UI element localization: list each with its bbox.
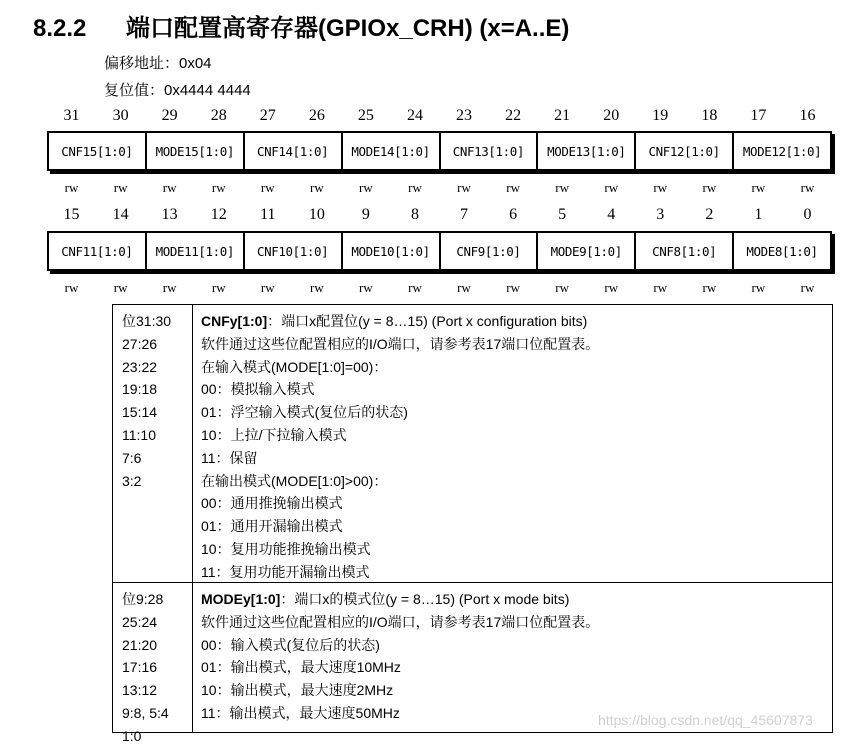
bit-number: 9 bbox=[361, 206, 370, 223]
description-line: 11：复用功能开漏输出模式 bbox=[201, 563, 370, 580]
bit-range: 21:20 bbox=[122, 636, 158, 653]
bit-range: 位31:30 bbox=[122, 313, 172, 329]
access-type: rw bbox=[751, 280, 766, 295]
bit-number: 18 bbox=[701, 107, 718, 124]
access-type: rw bbox=[260, 280, 275, 295]
description-line: 01：通用开漏输出模式 bbox=[201, 518, 343, 535]
access-type: rw bbox=[309, 180, 324, 195]
bit-range: 1:0 bbox=[122, 727, 142, 744]
access-type: rw bbox=[506, 180, 520, 195]
register-field: CNF15[1:0] bbox=[49, 133, 147, 169]
bit-range: 9:8, 5:4 bbox=[122, 704, 169, 721]
register-field: MODE13[1:0] bbox=[538, 133, 636, 169]
bit-description-table bbox=[112, 304, 833, 744]
bit-number: 6 bbox=[509, 206, 518, 223]
section-number: 8.2.2 bbox=[33, 15, 87, 42]
register-field: MODE9[1:0] bbox=[538, 233, 636, 269]
reset-value: 复位值：0x4444 4444 bbox=[104, 82, 251, 99]
bit-number: 27 bbox=[259, 107, 276, 124]
register-field: CNF9[1:0] bbox=[441, 233, 539, 269]
bit-range: 3:2 bbox=[122, 472, 142, 489]
section-title: 端口配置高寄存器(GPIOx_CRH) (x=A..E) bbox=[126, 15, 570, 42]
register-field: MODE11[1:0] bbox=[147, 233, 245, 269]
access-type: rw bbox=[309, 280, 324, 295]
bit-range: 位9:28 bbox=[122, 591, 164, 607]
access-type: rw bbox=[359, 180, 373, 195]
lower-bit-numbers bbox=[47, 206, 832, 224]
mode-summary-line bbox=[201, 588, 832, 611]
description-line: 01：输出模式，最大速度10MHz bbox=[201, 659, 401, 676]
upper-access-row bbox=[47, 180, 832, 196]
access-type: rw bbox=[113, 280, 128, 295]
offset-address: 偏移地址：0x04 bbox=[104, 55, 212, 72]
bit-number: 5 bbox=[558, 206, 567, 223]
access-type: rw bbox=[408, 180, 422, 195]
description-line: 软件通过这些位配置相应的I/O端口，请参考表17端口位配置表。 bbox=[201, 613, 600, 630]
access-type: rw bbox=[751, 180, 766, 195]
description-line: 10：输出模式，最大速度2MHz bbox=[201, 682, 394, 699]
register-field: CNF14[1:0] bbox=[245, 133, 343, 169]
lower-access-row bbox=[47, 280, 832, 296]
access-type: rw bbox=[260, 180, 275, 195]
description-line: 00：模拟输入模式 bbox=[201, 381, 315, 398]
cnf-bit-positions bbox=[113, 305, 193, 582]
cnf-summary-line bbox=[201, 310, 832, 333]
bit-range: 7:6 bbox=[122, 449, 142, 466]
register-lower-fields bbox=[47, 231, 832, 271]
register-field: CNF12[1:0] bbox=[636, 133, 734, 169]
bit-number: 12 bbox=[210, 206, 227, 223]
register-field: CNF11[1:0] bbox=[49, 233, 147, 269]
description-line: 10：复用功能推挽输出模式 bbox=[201, 540, 371, 557]
bit-number: 11 bbox=[260, 206, 276, 223]
bit-range: 13:12 bbox=[122, 682, 158, 699]
bit-number: 30 bbox=[112, 107, 129, 124]
access-type: rw bbox=[211, 180, 226, 195]
bit-number: 20 bbox=[603, 107, 620, 124]
access-type: rw bbox=[653, 180, 668, 195]
register-field: MODE14[1:0] bbox=[343, 133, 441, 169]
access-type: rw bbox=[702, 280, 717, 295]
bit-number: 0 bbox=[803, 206, 812, 223]
bit-range: 23:22 bbox=[122, 358, 158, 375]
access-type: rw bbox=[653, 280, 668, 295]
description-line: 软件通过这些位配置相应的I/O端口，请参考表17端口位配置表。 bbox=[201, 335, 600, 352]
access-type: rw bbox=[800, 180, 815, 195]
bit-number: 3 bbox=[656, 206, 665, 223]
register-field: MODE12[1:0] bbox=[742, 143, 822, 159]
mode-description-row bbox=[113, 583, 832, 744]
bit-number: 14 bbox=[112, 206, 129, 223]
access-type: rw bbox=[113, 180, 128, 195]
access-type: rw bbox=[604, 280, 619, 295]
access-type: rw bbox=[64, 180, 79, 195]
bit-number: 22 bbox=[505, 107, 522, 124]
register-field: CNF8[1:0] bbox=[636, 233, 734, 269]
access-type: rw bbox=[555, 280, 570, 295]
bit-number: 13 bbox=[161, 206, 178, 223]
register-upper-fields bbox=[47, 131, 832, 171]
cnf-description-text bbox=[193, 305, 832, 582]
bit-number: 29 bbox=[161, 107, 178, 124]
bit-number: 28 bbox=[210, 107, 227, 124]
section-heading bbox=[33, 8, 569, 43]
bit-number: 24 bbox=[406, 107, 423, 124]
mode-field-name: MODEy[1:0] bbox=[201, 591, 281, 607]
bit-number: 17 bbox=[750, 107, 767, 124]
bit-number: 19 bbox=[652, 107, 669, 124]
bit-number: 31 bbox=[63, 107, 80, 124]
access-type: rw bbox=[162, 180, 177, 195]
register-field: CNF10[1:0] bbox=[245, 233, 343, 269]
mode-bit-positions bbox=[113, 583, 193, 744]
cnf-summary: ：端口x配置位(y = 8…15) (Port x configuration bits) bbox=[267, 313, 588, 329]
register-field: MODE15[1:0] bbox=[147, 133, 245, 169]
description-line: 10：上拉/下拉输入模式 bbox=[201, 426, 347, 443]
access-type: rw bbox=[162, 280, 177, 295]
bit-number: 25 bbox=[357, 107, 374, 124]
bit-number: 7 bbox=[460, 206, 469, 223]
description-line: 00：输入模式(复位后的状态) bbox=[201, 636, 380, 653]
cnf-field-name: CNFy[1:0] bbox=[201, 313, 268, 329]
bit-number: 1 bbox=[754, 206, 763, 223]
mode-summary: ：端口x的模式位(y = 8…15) (Port x mode bits) bbox=[280, 591, 570, 607]
bit-number: 15 bbox=[63, 206, 80, 223]
bit-number: 10 bbox=[308, 206, 325, 223]
description-line: 在输入模式(MODE[1:0]=00)： bbox=[201, 358, 388, 375]
bit-range: 11:10 bbox=[122, 426, 156, 443]
access-type: rw bbox=[359, 280, 373, 295]
bit-number: 2 bbox=[705, 206, 714, 223]
bit-range: 25:24 bbox=[122, 613, 158, 630]
description-line: 11：输出模式，最大速度50MHz bbox=[201, 704, 400, 721]
access-type: rw bbox=[408, 280, 422, 295]
bit-number: 16 bbox=[799, 107, 816, 124]
watermark: https://blog.csdn.net/qq_45607873 bbox=[598, 712, 813, 728]
bit-range: 27:26 bbox=[122, 335, 158, 352]
bit-number: 21 bbox=[554, 107, 571, 124]
register-field: MODE8[1:0] bbox=[746, 243, 818, 259]
cnf-description-row bbox=[113, 305, 832, 583]
access-type: rw bbox=[64, 280, 79, 295]
upper-bit-numbers bbox=[47, 107, 832, 125]
register-field: CNF13[1:0] bbox=[441, 133, 539, 169]
description-line: 在输出模式(MODE[1:0]>00)： bbox=[201, 472, 388, 489]
bit-number: 26 bbox=[308, 107, 325, 124]
bit-number: 23 bbox=[456, 107, 473, 124]
mode-description-text bbox=[193, 583, 832, 732]
access-type: rw bbox=[702, 180, 717, 195]
bit-range: 19:18 bbox=[122, 381, 158, 398]
access-type: rw bbox=[506, 280, 520, 295]
access-type: rw bbox=[555, 180, 570, 195]
description-line: 11：保留 bbox=[201, 449, 258, 466]
register-field: MODE10[1:0] bbox=[343, 233, 441, 269]
bit-range: 17:16 bbox=[122, 659, 158, 676]
access-type: rw bbox=[457, 180, 471, 195]
access-type: rw bbox=[800, 280, 815, 295]
access-type: rw bbox=[211, 280, 226, 295]
bit-range: 15:14 bbox=[122, 404, 158, 421]
access-type: rw bbox=[457, 280, 471, 295]
description-line: 01：浮空输入模式(复位后的状态) bbox=[201, 404, 408, 421]
access-type: rw bbox=[604, 180, 619, 195]
bit-number: 4 bbox=[607, 206, 616, 223]
bit-number: 8 bbox=[410, 206, 419, 223]
description-line: 00：通用推挽输出模式 bbox=[201, 495, 343, 512]
